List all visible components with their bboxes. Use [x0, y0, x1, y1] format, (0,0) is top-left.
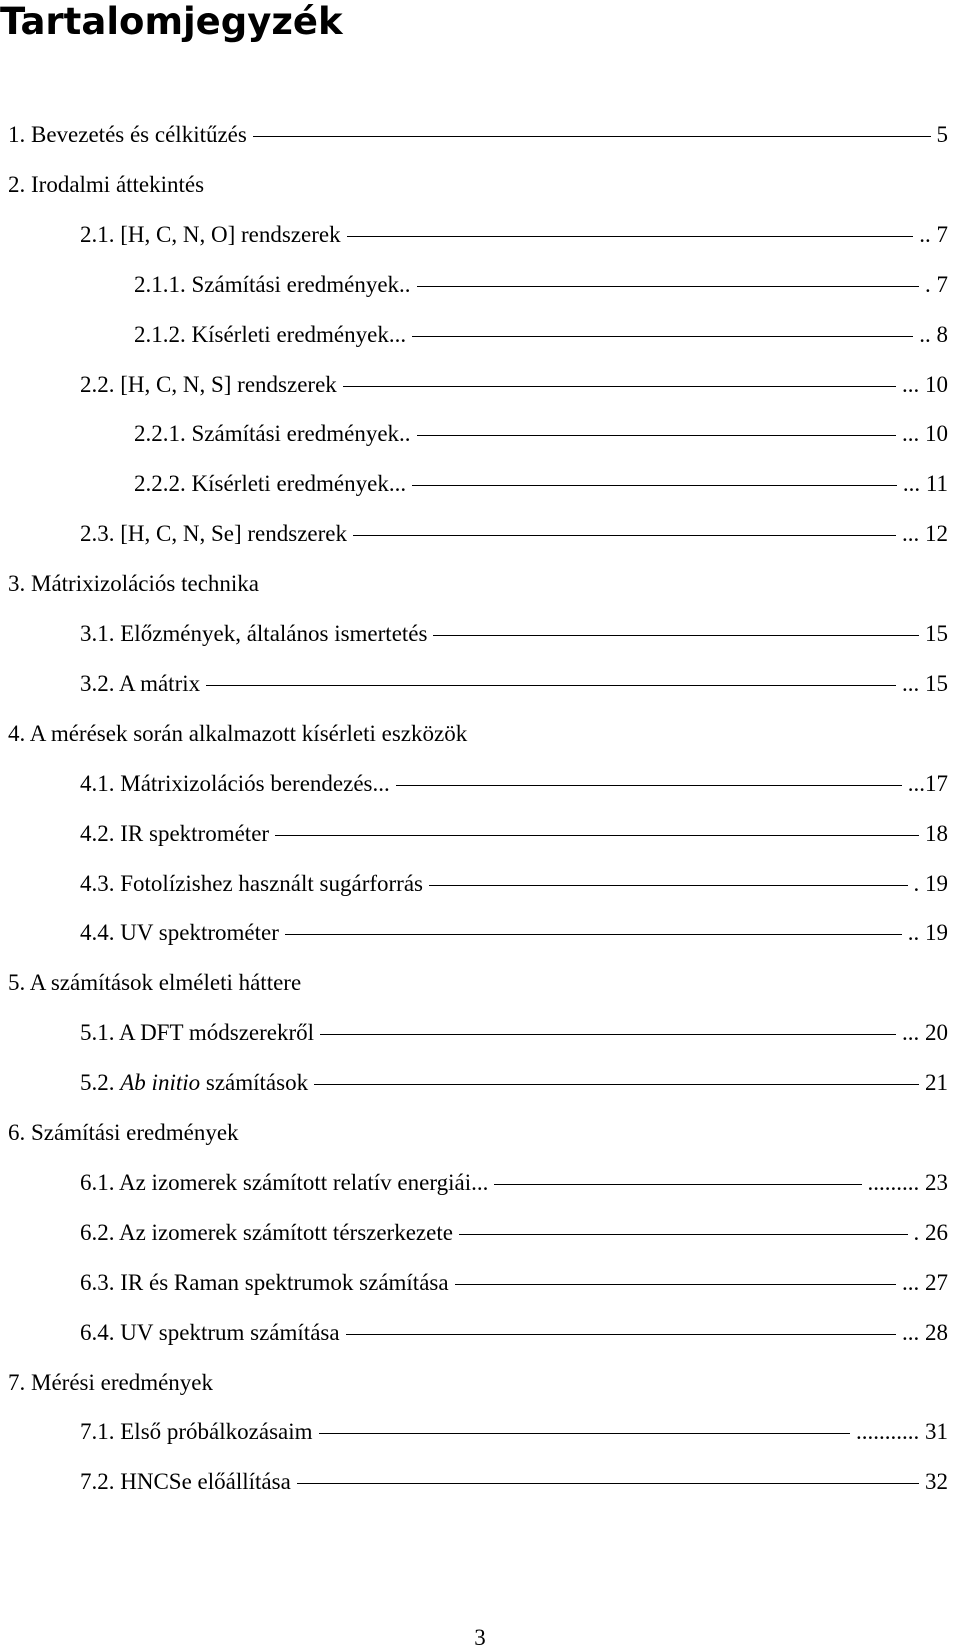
toc-entry-page: ... 20	[900, 1018, 948, 1048]
toc-entry-label	[80, 1467, 291, 1497]
toc-entry-label	[80, 1168, 488, 1198]
page-title: Tartalomjegyzék	[0, 0, 343, 43]
toc-entry	[80, 918, 948, 948]
toc-entry-title: számítások	[200, 1070, 309, 1095]
toc-entry	[80, 519, 948, 549]
toc-entry-title: [H, C, N, Se] rendszerek	[120, 521, 347, 546]
toc-entry-label	[80, 769, 390, 799]
toc-leader	[433, 635, 919, 636]
toc-entry-label	[80, 669, 200, 699]
toc-leader	[314, 1084, 919, 1085]
toc-entry-title: Mátrixizolációs berendezés...	[120, 771, 390, 796]
toc-entry-number: 6.3.	[80, 1270, 121, 1295]
toc-leader	[275, 835, 919, 836]
toc-entry-page: ... 12	[900, 519, 948, 549]
toc-leader	[319, 1433, 850, 1434]
toc-entry-number: 7.	[8, 1370, 31, 1395]
toc-entry-page: ... 28	[900, 1318, 948, 1348]
toc-leader	[412, 336, 913, 337]
toc-entry-title: Kísérleti eredmények...	[191, 322, 407, 347]
toc-entry-label	[134, 320, 406, 350]
toc-entry-number: 7.2.	[80, 1469, 121, 1494]
toc-entry	[134, 270, 948, 300]
toc-entry-label	[8, 1368, 213, 1398]
toc-entry-number: 2.2.1.	[134, 421, 192, 446]
toc-entry	[80, 1168, 948, 1198]
toc-entry-label	[80, 519, 347, 549]
toc-entry-title: A DFT módszerekről	[118, 1020, 315, 1045]
toc-entry-title: Irodalmi áttekintés	[31, 172, 205, 197]
toc-entry-label	[80, 1218, 453, 1248]
toc-entry-number: 2.1.1.	[134, 272, 192, 297]
toc-entry-title: UV spektrum számítása	[120, 1320, 340, 1345]
toc-entry-number: 5.1.	[80, 1020, 119, 1045]
toc-entry-page: ...17	[906, 769, 948, 799]
toc-entry-number: 4.3.	[80, 871, 121, 896]
toc-entry-label	[80, 1018, 314, 1048]
toc-entry	[80, 1218, 948, 1248]
toc-entry	[80, 1417, 948, 1447]
toc-entry-number: 6.	[8, 1120, 31, 1145]
toc-leader	[429, 885, 908, 886]
toc-entry-label	[80, 220, 341, 250]
toc-entry-label	[80, 819, 269, 849]
toc-entry-page: 18	[923, 819, 948, 849]
toc-leader	[494, 1184, 861, 1185]
toc-leader	[346, 1334, 896, 1335]
toc-entry	[134, 469, 948, 499]
toc-entry-title: IR spektrométer	[120, 821, 270, 846]
toc-entry	[8, 1368, 948, 1398]
toc-leader	[347, 236, 914, 237]
toc-entry-label	[134, 419, 411, 449]
toc-entry-label	[80, 1268, 449, 1298]
toc-entry-number: 4.4.	[80, 920, 121, 945]
toc-leader	[253, 136, 931, 137]
toc-entry-number: 5.2.	[80, 1070, 121, 1095]
toc-entry	[80, 1318, 948, 1348]
toc-entry-title: Előzmények, általános ismertetés	[120, 621, 428, 646]
toc-entry-title: Számítási eredmények..	[191, 421, 411, 446]
toc-entry-label	[80, 1068, 308, 1098]
toc-entry-number: 2.	[8, 172, 31, 197]
toc-leader	[459, 1234, 908, 1235]
toc-entry-title: Számítási eredmények	[31, 1120, 239, 1145]
toc-entry-label	[8, 569, 259, 599]
toc-entry-number: 2.2.	[80, 372, 121, 397]
toc-entry	[80, 669, 948, 699]
toc-entry-label	[8, 1118, 239, 1148]
toc-entry-number: 6.1.	[80, 1170, 119, 1195]
toc-entry-number: 2.1.	[80, 222, 121, 247]
toc-entry-page: ... 10	[900, 370, 948, 400]
toc-entry-title: A számítások elméleti háttere	[29, 970, 302, 995]
toc-entry-label	[134, 469, 406, 499]
toc-entry-label	[8, 120, 247, 150]
toc-entry	[134, 320, 948, 350]
toc-entry-number: 3.2.	[80, 671, 119, 696]
toc-entry-page: . 7	[923, 270, 948, 300]
toc-entry-title: Kísérleti eredmények...	[191, 471, 407, 496]
toc-leader	[297, 1483, 919, 1484]
toc-entry-label	[80, 619, 427, 649]
toc-entry-label	[8, 719, 467, 749]
toc-entry	[8, 1118, 948, 1148]
toc-entry-title: A mátrix	[118, 671, 201, 696]
toc-entry-page: ........... 31	[854, 1417, 948, 1447]
toc-entry-label	[134, 270, 411, 300]
toc-leader	[343, 386, 896, 387]
toc-entry	[8, 719, 948, 749]
toc-entry-number: 4.1.	[80, 771, 121, 796]
toc-entry-page: ......... 23	[866, 1168, 949, 1198]
toc-entry-page: ... 11	[901, 469, 948, 499]
toc-entry-number: 5.	[8, 970, 30, 995]
toc-entry-page: . 19	[912, 869, 949, 899]
toc-entry-page: .. 7	[917, 220, 948, 250]
toc-entry-page: ... 10	[900, 419, 948, 449]
toc-entry	[80, 619, 948, 649]
toc-entry-page: ... 27	[900, 1268, 948, 1298]
toc-entry	[80, 1268, 948, 1298]
toc-leader	[396, 785, 902, 786]
toc-entry-label	[80, 370, 337, 400]
toc-entry	[8, 968, 948, 998]
toc-entry-title: Mátrixizolációs technika	[31, 571, 260, 596]
toc-entry-number: 2.1.2.	[134, 322, 192, 347]
toc-entry-title: Első próbálkozásaim	[120, 1419, 313, 1444]
toc-entry-number: 6.2.	[80, 1220, 119, 1245]
toc-entry	[80, 819, 948, 849]
toc-entry	[80, 1467, 948, 1497]
toc-leader	[320, 1034, 896, 1035]
toc-entry-number: 2.2.2.	[134, 471, 192, 496]
toc-entry-page: .. 19	[906, 918, 948, 948]
toc-entry-number: 4.2.	[80, 821, 121, 846]
toc-entry-label	[8, 968, 301, 998]
toc-entry-page: 32	[923, 1467, 948, 1497]
toc-entry-number: 1.	[8, 122, 31, 147]
toc-entry-label	[80, 869, 423, 899]
toc-entry-label	[80, 1318, 340, 1348]
toc-entry-number: 6.4.	[80, 1320, 121, 1345]
toc-entry-label	[8, 170, 204, 200]
toc-entry-number: 3.	[8, 571, 31, 596]
toc-entry-number: 4.	[8, 721, 30, 746]
toc-leader	[206, 685, 896, 686]
page-number: 3	[474, 1625, 486, 1650]
toc-leader	[417, 286, 919, 287]
toc-entry-title: [H, C, N, S] rendszerek	[120, 372, 337, 397]
toc-entry-title-italic: Ab initio	[120, 1070, 201, 1095]
toc-entry-title: A mérések során alkalmazott kísérleti eszközök	[29, 721, 468, 746]
toc-entry-title: Számítási eredmények..	[191, 272, 411, 297]
toc-entry-label	[80, 918, 279, 948]
toc-entry	[80, 220, 948, 250]
toc-entry-number: 3.1.	[80, 621, 121, 646]
toc-entry-title: [H, C, N, O] rendszerek	[120, 222, 341, 247]
toc-entry	[8, 120, 948, 150]
toc-leader	[285, 934, 902, 935]
toc-leader	[455, 1284, 896, 1285]
toc-entry	[8, 569, 948, 599]
toc-entry-label	[80, 1417, 313, 1447]
toc-entry-page: 5	[935, 120, 949, 150]
toc-entry-title: HNCSe előállítása	[120, 1469, 291, 1494]
toc-entry	[8, 170, 948, 200]
toc-leader	[412, 485, 897, 486]
toc-entry-title: UV spektrométer	[120, 920, 279, 945]
toc-entry-page: .. 8	[917, 320, 948, 350]
toc-entry-title: Bevezetés és célkitűzés	[31, 122, 247, 147]
toc-entry-number: 2.3.	[80, 521, 121, 546]
toc-entry	[80, 1068, 948, 1098]
toc-entry-title: Az izomerek számított térszerkezete	[118, 1220, 453, 1245]
toc-entry	[80, 769, 948, 799]
toc-entry-title: Az izomerek számított relatív energiái...	[118, 1170, 489, 1195]
toc-entry-page: 15	[923, 619, 948, 649]
toc-entry-page: . 26	[912, 1218, 949, 1248]
toc-entry-number: 7.1.	[80, 1419, 121, 1444]
toc-entry	[80, 1018, 948, 1048]
toc-entry-title: Fotolízishez használt sugárforrás	[120, 871, 423, 896]
toc-leader	[417, 435, 896, 436]
toc-leader	[353, 535, 896, 536]
toc-entry-title: Mérési eredmények	[31, 1370, 214, 1395]
toc-entry-page: 21	[923, 1068, 948, 1098]
toc-entry	[80, 370, 948, 400]
toc-entry-page: ... 15	[900, 669, 948, 699]
toc-entry	[134, 419, 948, 449]
toc-entry-title: IR és Raman spektrumok számítása	[120, 1270, 449, 1295]
toc-entry	[80, 869, 948, 899]
